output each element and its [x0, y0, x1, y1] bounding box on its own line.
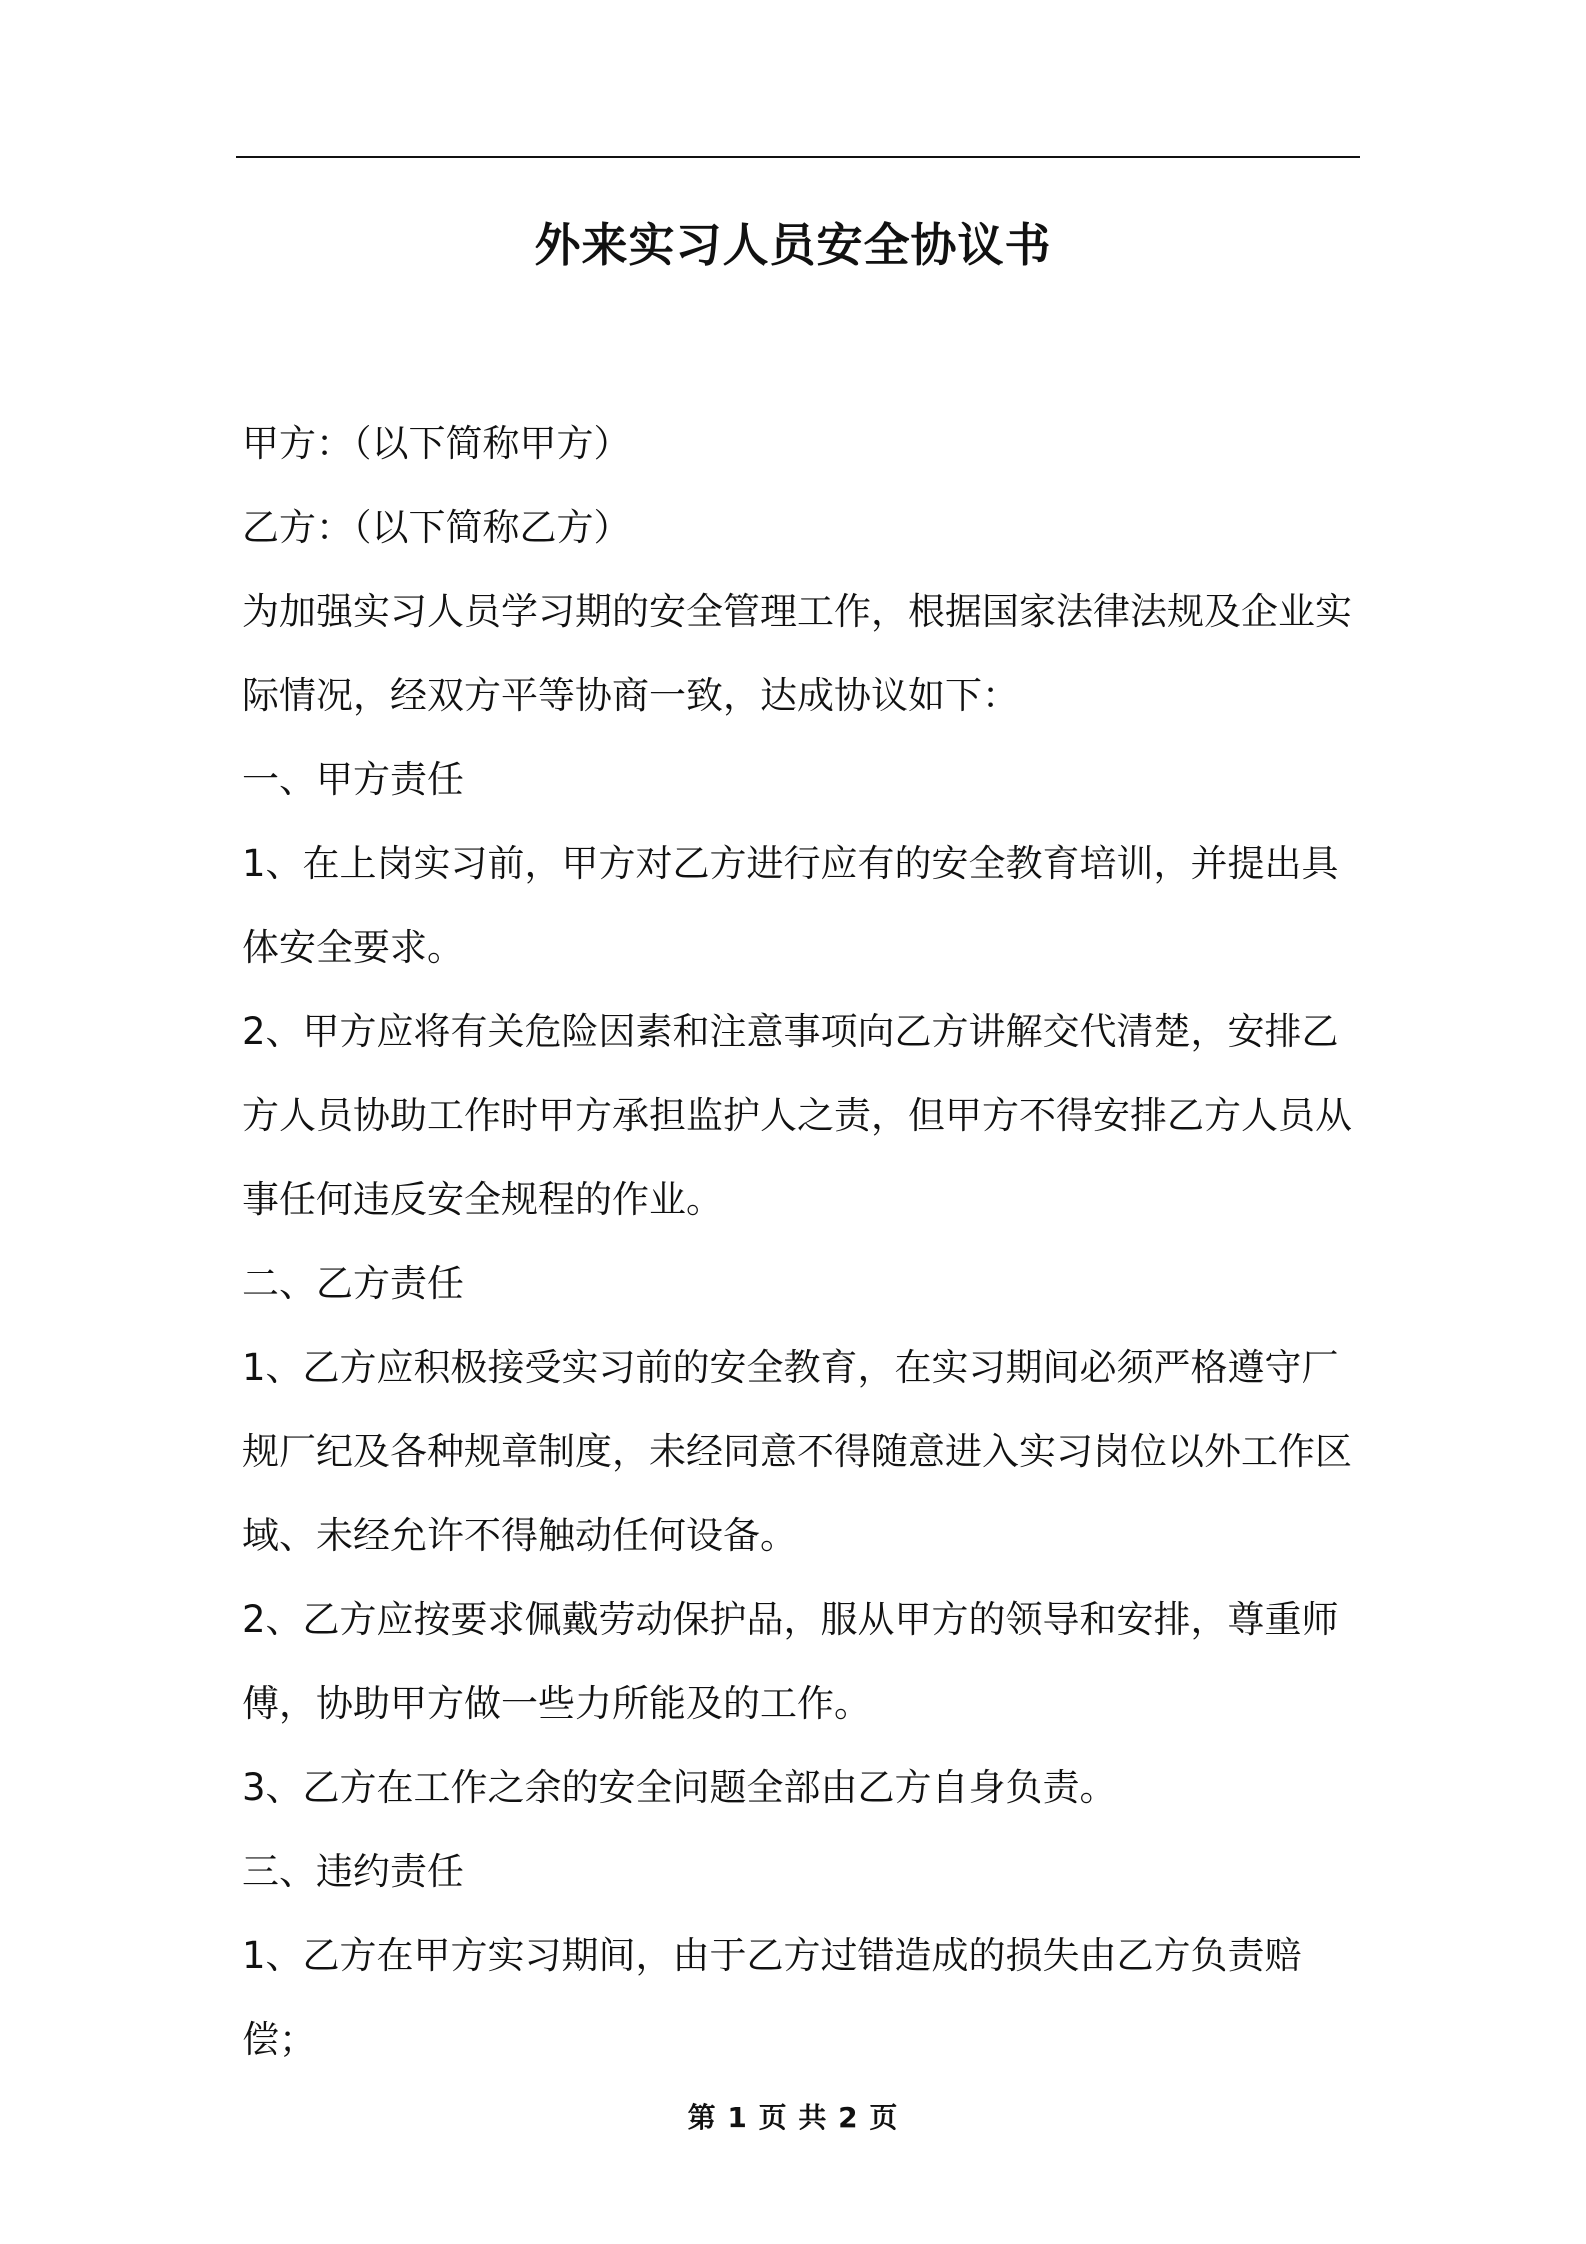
clause-paragraph: 3、乙方在工作之余的安全问题全部由乙方自身负责。: [242, 1766, 1117, 1809]
section-heading-party-b: 二、乙方责任: [242, 1262, 464, 1305]
document-title: 外来实习人员安全协议书: [534, 218, 1052, 272]
clause-paragraph: 1、乙方应积极接受实习前的安全教育，在实习期间必须严格遵守厂规厂纪及各种规章制度，未经同意不得随意进入实习岗位以外工作区域、未经允许不得触动任何设备。: [242, 1346, 1352, 1557]
section-heading-party-a: 一、甲方责任: [242, 758, 464, 801]
clause-paragraph: 2、乙方应按要求佩戴劳动保护品，服从甲方的领导和安排，尊重师傅，协助甲方做一些力所能及的工作。: [242, 1598, 1339, 1725]
clause-paragraph: 1、乙方在甲方实习期间，由于乙方过错造成的损失由乙方负责赔偿；: [242, 1934, 1302, 2061]
party-b-line: 乙方：（以下简称乙方）: [242, 506, 631, 549]
clause-paragraph: 1、在上岗实习前，甲方对乙方进行应有的安全教育培训，并提出具体安全要求。: [242, 842, 1339, 969]
clause-paragraph: 2、甲方应将有关危险因素和注意事项向乙方讲解交代清楚，安排乙方人员协助工作时甲方承担监护人之责，但甲方不得安排乙方人员从事任何违反安全规程的作业。: [242, 1010, 1352, 1221]
document-body: [242, 402, 1362, 2082]
header-divider: [236, 156, 1360, 158]
party-a-line: 甲方：（以下简称甲方）: [242, 422, 631, 465]
section-heading-breach: 三、违约责任: [242, 1850, 464, 1893]
preamble-paragraph: 为加强实习人员学习期的安全管理工作，根据国家法律法规及企业实际情况，经双方平等协商一致，达成协议如下：: [242, 590, 1352, 717]
page-number-footer: 第 1 页 共 2 页: [687, 2101, 899, 2134]
